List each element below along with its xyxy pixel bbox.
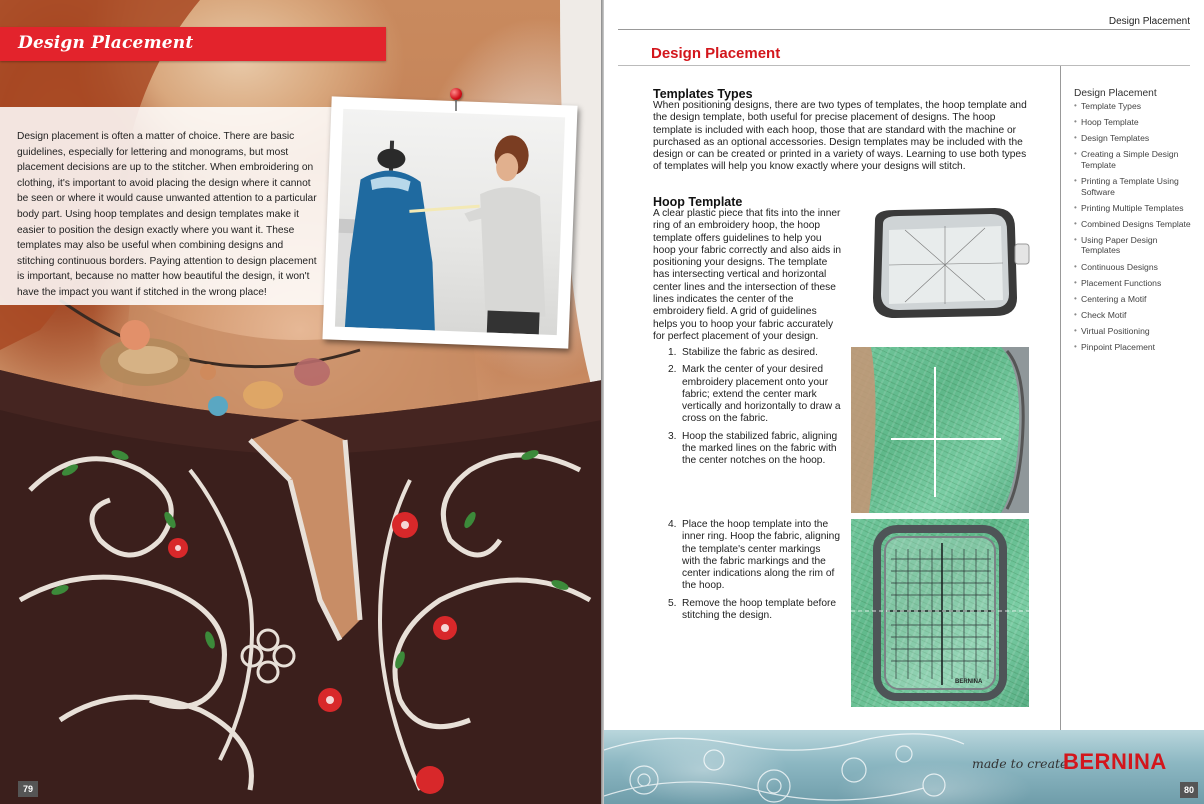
toc-item-paper-design-templates[interactable]: • Using Paper Design Templates [1074,235,1194,256]
tagline: made to create [972,756,1068,771]
push-pin-icon [450,88,462,100]
toc-item-check-motif[interactable]: • Check Motif [1074,310,1194,321]
toc-item-creating-simple-template[interactable]: • Creating a Simple Design Template [1074,149,1194,170]
photo-image [335,109,565,335]
toc-item-template-types[interactable]: • Template Types [1074,101,1194,112]
page-number-left: 79 [18,781,38,797]
toc-item-virtual-positioning[interactable]: • Virtual Positioning [1074,326,1194,337]
page-number-right: 80 [1180,782,1198,798]
footer-banner [604,730,1204,804]
list-item: 3. Hoop the stabilized fabric, aligning the marked lines on the fabric with the center notches on the hoop. [668,430,838,467]
running-header: Design Placement [1108,16,1190,27]
intro-paragraph: Design placement is often a matter of choice. There are basic guidelines, especially for lettering and monograms, but most placement decisions are up to the stitcher. When embroidering on clothing, it's important to avoid placing the design where it cannot be seen or where it would cause unwanted attention to a particular body part. Using hoop templates and design templates make it easier to position the design exactly where you want it. These templates may also be useful when combining designs and stitching continuous borders. Paying attention to design placement is important, because no matter how beautiful the design, it won't have the impact you want if stitched in the wrong place! [17,131,317,298]
toc-item-centering-motif[interactable]: • Centering a Motif [1074,294,1194,305]
side-toc [1074,88,1194,358]
toc-item-pinpoint-placement[interactable]: • Pinpoint Placement [1074,342,1194,353]
pin-needle [455,99,457,111]
toc-list [1074,101,1194,353]
list-item: 1. Stabilize the fabric as desired. [668,347,818,358]
woman-with-mannequin-photo [322,96,577,348]
templates-types-paragraph: When positioning designs, there are two types of templates, the hoop template and the design template, both useful for precise placement of designs. The hoop template is included with each hoop, those that are standard with the machine or purchased as an optional accessories. Design templates may be included with the design or can be created or printed in a variety of ways. Learning to use both types of templates will help you know exactly where your designs will stitch. [653,100,1027,173]
hoop-template-on-fabric-photo [851,519,1029,707]
section-title-banner [0,27,386,61]
toc-item-continuous-designs[interactable]: • Continuous Designs [1074,262,1194,273]
hoop-brand-label: BERNINA [955,679,983,685]
hoop-template-heading: Hoop Template [653,195,743,209]
bernina-logo: BERNINA [1063,749,1167,774]
toc-item-design-templates[interactable]: • Design Templates [1074,133,1194,144]
header-divider [618,29,1190,30]
title-divider [618,65,1190,66]
page-title: Design Placement [651,45,781,62]
toc-item-printing-template-software[interactable]: • Printing a Template Using Software [1074,176,1194,197]
toc-item-combined-designs-template[interactable]: • Combined Designs Template [1074,219,1194,230]
left-page-title: Design Placement [18,33,194,53]
list-item: 5. Remove the hoop template before stitching the design. [668,597,837,622]
toc-item-printing-multiple-templates[interactable]: • Printing Multiple Templates [1074,203,1194,214]
templates-types-heading: Templates Types [653,87,753,101]
toc-item-hoop-template[interactable]: • Hoop Template [1074,117,1194,128]
toc-heading: Design Placement [1074,88,1157,99]
right-page [604,0,1204,804]
hoop-template-paragraph: A clear plastic piece that fits into the inner ring of an embroidery hoop, the hoop template offers guidelines to help you hoop your fabric correctly and also aids in positioning your designs. The template has intersecting vertical and horizontal center lines and the intersection of these lines indicates the center of the embroidery field. A grid of guidelines helps you to hoop your fabric accurately for perfect placement of your design. [653,208,842,342]
steps-list-part-2 [656,519,841,627]
list-item: 4. Place the hoop template into the inner ring. Hoop the fabric, aligning the template's center markings with the fabric markings and the center indications along the rim of the hoop. [668,519,841,592]
marked-fabric-photo [851,347,1029,513]
column-divider [1060,66,1061,730]
list-item: 2. Mark the center of your desired embroidery placement onto your fabric; extend the center mark vertically and horizontally to draw a cross on the fabric. [668,364,841,425]
embroidery-hoop-photo [855,200,1033,324]
intro-panel [0,107,332,305]
toc-item-placement-functions[interactable]: • Placement Functions [1074,278,1194,289]
steps-list-part-1 [656,347,841,473]
